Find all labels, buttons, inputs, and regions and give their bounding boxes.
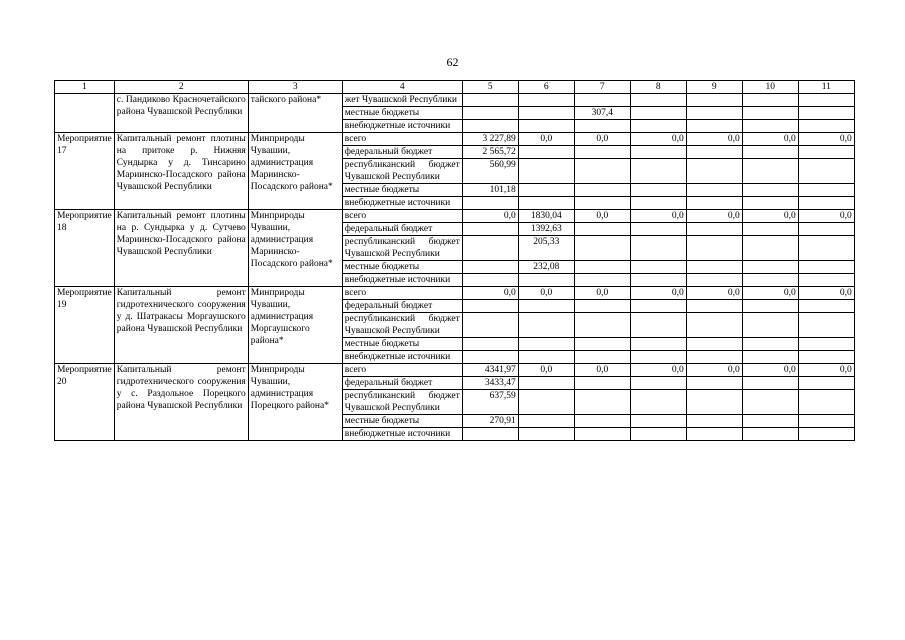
amount-cell (462, 107, 518, 120)
amount-cell (574, 351, 630, 364)
amount-cell (630, 261, 686, 274)
funding-source: внебюджетные источники (342, 120, 462, 133)
amount-cell: 0,0 (742, 287, 798, 300)
amount-cell: 0,0 (574, 133, 630, 146)
amount-cell: 0,0 (574, 287, 630, 300)
responsible-executor: Минприроды Чувашии, администрация Порецкого района* (248, 364, 342, 441)
amount-cell (798, 415, 854, 428)
amount-cell: 0,0 (630, 133, 686, 146)
column-header-2: 2 (114, 81, 248, 94)
amount-cell: 0,0 (574, 364, 630, 377)
amount-cell (798, 274, 854, 287)
amount-cell (798, 184, 854, 197)
responsible-executor: Минприроды Чувашии, администрация Моргаушского района* (248, 287, 342, 364)
column-header-11: 11 (798, 81, 854, 94)
amount-cell (462, 223, 518, 236)
amount-cell (518, 313, 574, 338)
column-header-7: 7 (574, 81, 630, 94)
amount-cell: 0,0 (574, 210, 630, 223)
amount-cell (518, 107, 574, 120)
amount-cell (518, 184, 574, 197)
column-header-4: 4 (342, 81, 462, 94)
amount-cell (630, 300, 686, 313)
amount-cell (798, 261, 854, 274)
funding-source: местные бюджеты (342, 107, 462, 120)
amount-cell (630, 146, 686, 159)
amount-cell: 0,0 (798, 287, 854, 300)
amount-cell (630, 159, 686, 184)
amount-cell: 0,0 (686, 287, 742, 300)
amount-cell (630, 236, 686, 261)
amount-cell: 205,33 (518, 236, 574, 261)
amount-cell: 0,0 (518, 364, 574, 377)
funding-source: местные бюджеты (342, 338, 462, 351)
amount-cell (518, 146, 574, 159)
amount-cell: 0,0 (798, 210, 854, 223)
table-body (55, 94, 855, 441)
amount-cell: 3 227,89 (462, 133, 518, 146)
measure-description: Капитальный ремонт плотины на притоке р. Нижняя Сундырка у д. Тинсарино Мариинско-Посадского района Чувашской Республики (114, 133, 248, 210)
amount-cell (462, 120, 518, 133)
amount-cell (630, 313, 686, 338)
amount-cell (518, 274, 574, 287)
amount-cell: 3433,47 (462, 377, 518, 390)
amount-cell (630, 428, 686, 441)
amount-cell (742, 338, 798, 351)
amount-cell (798, 300, 854, 313)
funding-source: внебюджетные источники (342, 428, 462, 441)
amount-cell: 0,0 (686, 364, 742, 377)
column-header-5: 5 (462, 81, 518, 94)
funding-source: внебюджетные источники (342, 274, 462, 287)
amount-cell (686, 223, 742, 236)
amount-cell: 560,99 (462, 159, 518, 184)
column-header-1: 1 (55, 81, 115, 94)
amount-cell (630, 94, 686, 107)
funding-source: всего (342, 364, 462, 377)
amount-cell (686, 236, 742, 261)
amount-cell (462, 428, 518, 441)
amount-cell (686, 351, 742, 364)
funding-source: федеральный бюджет (342, 146, 462, 159)
amount-cell (630, 351, 686, 364)
amount-cell (518, 94, 574, 107)
amount-cell: 637,59 (462, 390, 518, 415)
amount-cell (462, 197, 518, 210)
funding-source: местные бюджеты (342, 184, 462, 197)
amount-cell: 1392,63 (518, 223, 574, 236)
responsible-executor: Минприроды Чувашии, администрация Мариинско-Посадского района* (248, 210, 342, 287)
amount-cell (462, 300, 518, 313)
funding-source: внебюджетные источники (342, 197, 462, 210)
amount-cell (518, 197, 574, 210)
amount-cell (742, 390, 798, 415)
measure-description: Капитальный ремонт гидротехнического сооружения у с. Раздольное Порецкого района Чувашской Республики (114, 364, 248, 441)
amount-cell (574, 377, 630, 390)
amount-cell (742, 377, 798, 390)
budget-table (54, 80, 855, 441)
funding-source: внебюджетные источники (342, 351, 462, 364)
amount-cell (462, 338, 518, 351)
amount-cell: 0,0 (798, 133, 854, 146)
amount-cell (630, 390, 686, 415)
amount-cell (574, 274, 630, 287)
amount-cell (630, 197, 686, 210)
funding-source: местные бюджеты (342, 261, 462, 274)
amount-cell (518, 120, 574, 133)
amount-cell: 4341,97 (462, 364, 518, 377)
amount-cell (798, 236, 854, 261)
amount-cell (686, 415, 742, 428)
funding-source: федеральный бюджет (342, 223, 462, 236)
amount-cell (574, 300, 630, 313)
amount-cell (686, 428, 742, 441)
amount-cell: 0,0 (518, 133, 574, 146)
amount-cell (686, 338, 742, 351)
amount-cell (462, 313, 518, 338)
amount-cell (742, 300, 798, 313)
amount-cell: 232,08 (518, 261, 574, 274)
column-header-3: 3 (248, 81, 342, 94)
amount-cell (630, 338, 686, 351)
amount-cell (798, 377, 854, 390)
funding-source: республиканский бюджет Чувашской Республики (342, 313, 462, 338)
amount-cell: 1830,04 (518, 210, 574, 223)
table-row (55, 210, 855, 223)
amount-cell: 0,0 (742, 364, 798, 377)
amount-cell (518, 351, 574, 364)
amount-cell (462, 274, 518, 287)
amount-cell (742, 351, 798, 364)
measure-number: Мероприятие 19 (55, 287, 115, 364)
measure-number: Мероприятие 17 (55, 133, 115, 210)
amount-cell (686, 107, 742, 120)
amount-cell (798, 107, 854, 120)
amount-cell (798, 197, 854, 210)
amount-cell (574, 338, 630, 351)
amount-cell (742, 94, 798, 107)
amount-cell (798, 338, 854, 351)
amount-cell: 0,0 (742, 210, 798, 223)
amount-cell (798, 159, 854, 184)
amount-cell (574, 184, 630, 197)
amount-cell (686, 94, 742, 107)
amount-cell: 0,0 (462, 287, 518, 300)
funding-source: федеральный бюджет (342, 300, 462, 313)
amount-cell (574, 94, 630, 107)
amount-cell: 270,91 (462, 415, 518, 428)
amount-cell (742, 313, 798, 338)
amount-cell (742, 159, 798, 184)
amount-cell (742, 197, 798, 210)
amount-cell (742, 415, 798, 428)
amount-cell (574, 313, 630, 338)
amount-cell (686, 197, 742, 210)
amount-cell (574, 428, 630, 441)
amount-cell (574, 236, 630, 261)
amount-cell (630, 184, 686, 197)
amount-cell (462, 261, 518, 274)
amount-cell (686, 274, 742, 287)
amount-cell (686, 390, 742, 415)
amount-cell (630, 274, 686, 287)
column-header-6: 6 (518, 81, 574, 94)
amount-cell (574, 390, 630, 415)
amount-cell (462, 351, 518, 364)
amount-cell (798, 390, 854, 415)
amount-cell (742, 274, 798, 287)
responsible-executor: тайского района* (248, 94, 342, 133)
measure-number (55, 94, 115, 133)
funding-source: республиканский бюджет Чувашской Республики (342, 236, 462, 261)
amount-cell (518, 377, 574, 390)
amount-cell (518, 415, 574, 428)
amount-cell (462, 236, 518, 261)
amount-cell (742, 184, 798, 197)
amount-cell (686, 159, 742, 184)
amount-cell (742, 428, 798, 441)
funding-source: жет Чувашской Республики (342, 94, 462, 107)
amount-cell (686, 120, 742, 133)
amount-cell (518, 300, 574, 313)
amount-cell (630, 415, 686, 428)
amount-cell (686, 261, 742, 274)
amount-cell (630, 107, 686, 120)
amount-cell (518, 390, 574, 415)
amount-cell: 0,0 (518, 287, 574, 300)
amount-cell: 0,0 (630, 210, 686, 223)
amount-cell: 0,0 (742, 133, 798, 146)
amount-cell (518, 159, 574, 184)
column-header-8: 8 (630, 81, 686, 94)
amount-cell (742, 146, 798, 159)
measure-number: Мероприятие 20 (55, 364, 115, 441)
amount-cell (574, 146, 630, 159)
funding-source: всего (342, 287, 462, 300)
amount-cell (686, 300, 742, 313)
responsible-executor: Минприроды Чувашии, администрация Мариинско-Посадского района* (248, 133, 342, 210)
amount-cell (742, 120, 798, 133)
amount-cell (518, 338, 574, 351)
amount-cell (742, 236, 798, 261)
amount-cell: 0,0 (686, 210, 742, 223)
amount-cell (686, 313, 742, 338)
amount-cell (574, 197, 630, 210)
table-row (55, 287, 855, 300)
amount-cell (742, 223, 798, 236)
amount-cell (630, 120, 686, 133)
funding-source: республиканский бюджет Чувашской Республики (342, 390, 462, 415)
header-row (55, 81, 855, 94)
amount-cell (798, 351, 854, 364)
column-header-10: 10 (742, 81, 798, 94)
amount-cell: 101,18 (462, 184, 518, 197)
amount-cell (742, 261, 798, 274)
amount-cell (798, 120, 854, 133)
measure-description: с. Пандиково Красночетайского района Чувашской Республики (114, 94, 248, 133)
column-header-9: 9 (686, 81, 742, 94)
funding-source: всего (342, 210, 462, 223)
amount-cell: 2 565,72 (462, 146, 518, 159)
funding-source: местные бюджеты (342, 415, 462, 428)
amount-cell (798, 146, 854, 159)
amount-cell (518, 428, 574, 441)
amount-cell (574, 261, 630, 274)
amount-cell (574, 159, 630, 184)
amount-cell (630, 377, 686, 390)
measure-number: Мероприятие 18 (55, 210, 115, 287)
amount-cell (798, 223, 854, 236)
amount-cell: 0,0 (686, 133, 742, 146)
amount-cell: 0,0 (630, 364, 686, 377)
amount-cell (574, 415, 630, 428)
funding-source: федеральный бюджет (342, 377, 462, 390)
amount-cell (686, 377, 742, 390)
table-row (55, 133, 855, 146)
amount-cell (686, 146, 742, 159)
measure-description: Капитальный ремонт плотины на р. Сундырка у д. Сутчево Мариинско-Посадского района Чувашской Республики (114, 210, 248, 287)
amount-cell (686, 184, 742, 197)
amount-cell (462, 94, 518, 107)
table-row (55, 364, 855, 377)
amount-cell: 307,4 (574, 107, 630, 120)
amount-cell (798, 428, 854, 441)
amount-cell (798, 94, 854, 107)
page-number: 62 (446, 55, 459, 69)
amount-cell (630, 223, 686, 236)
funding-source: республиканский бюджет Чувашской Республики (342, 159, 462, 184)
amount-cell (798, 313, 854, 338)
table-row (55, 94, 855, 107)
amount-cell (574, 120, 630, 133)
amount-cell: 0,0 (798, 364, 854, 377)
funding-source: всего (342, 133, 462, 146)
amount-cell: 0,0 (630, 287, 686, 300)
amount-cell (574, 223, 630, 236)
amount-cell: 0,0 (462, 210, 518, 223)
measure-description: Капитальный ремонт гидротехнического сооружения у д. Шатракасы Моргаушского района Чувашской Республики (114, 287, 248, 364)
amount-cell (742, 107, 798, 120)
